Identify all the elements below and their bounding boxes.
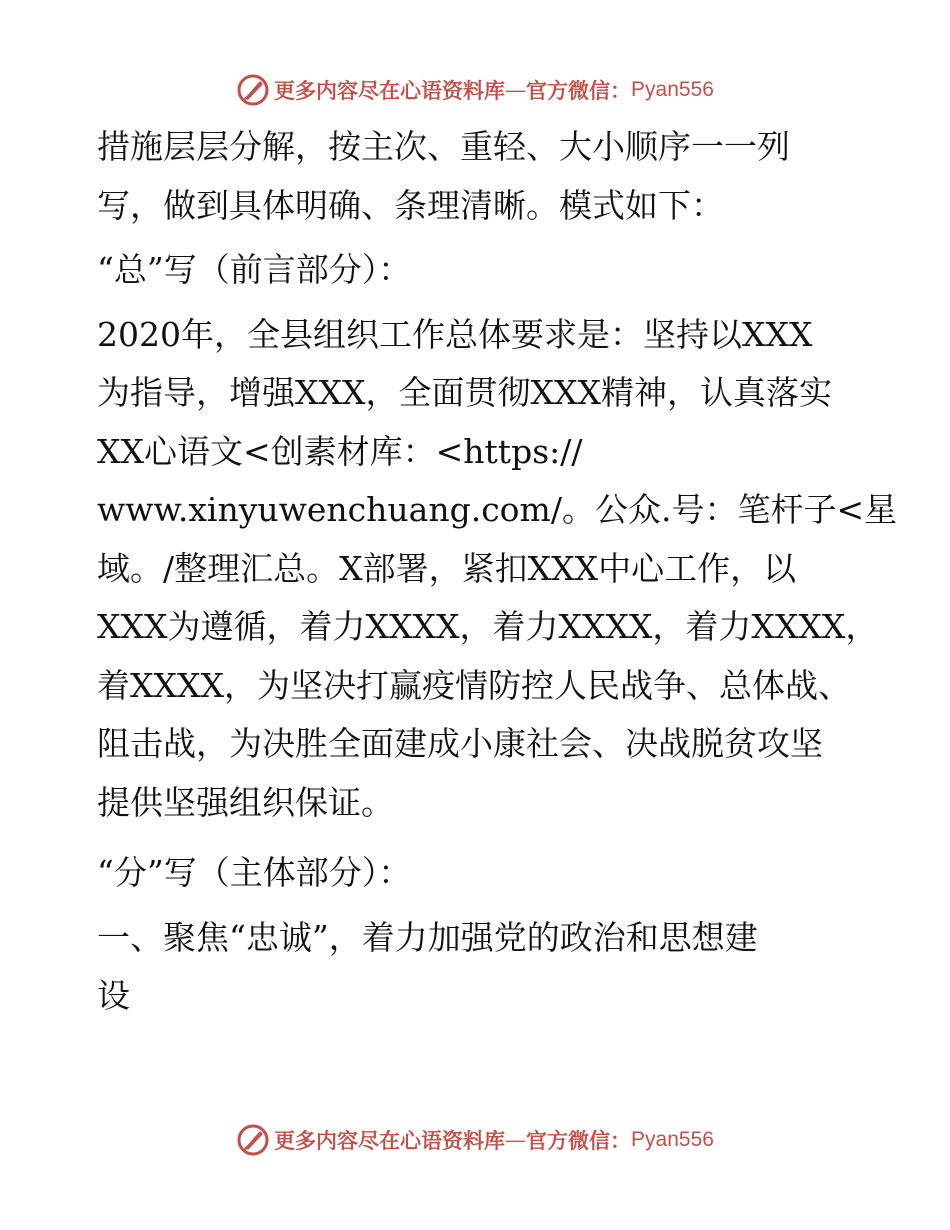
text-line: XXX为遵循，着力XXXX，着力XXXX，着力XXXX，	[97, 607, 879, 646]
quill-logo-icon	[236, 1123, 270, 1157]
text-line: 为指导，增强XXX，全面贯彻XXX精神，认真落实	[97, 373, 832, 412]
section-heading: “总”写（前言部分）：	[97, 250, 412, 289]
text-line: 域。/整理汇总。X部署，紧扣XXX中心工作，以	[97, 548, 797, 588]
text-line: 一、聚焦“忠诚”，着力加强党的政治和思想建	[97, 917, 758, 957]
text-line: 2020年，全县组织工作总体要求是：坚持以XXX	[97, 314, 813, 354]
watermark-official: 官方微信：	[526, 78, 632, 103]
watermark-brand: 更多内容尽在心语资料库	[274, 78, 506, 103]
text-line: 阻击战，为决胜全面建成小康社会、决战脱贫攻坚	[97, 724, 823, 763]
text-line: 写，做到具体明确、条理清晰。模式如下：	[97, 185, 724, 225]
watermark-wechat-id: Pyan556	[631, 78, 714, 101]
text-line: 设	[97, 976, 130, 1015]
text-line: 措施层层分解，按主次、重轻、大小顺序一一列	[97, 127, 790, 166]
watermark-dash: —	[505, 1128, 527, 1152]
watermark-brand: 更多内容尽在心语资料库	[274, 1128, 506, 1153]
text-line: 着XXXX，为坚决打赢疫情防控人民战争、总体战、	[97, 665, 851, 705]
quill-logo-icon	[236, 73, 270, 107]
watermark-dash: —	[505, 78, 527, 102]
document-body	[97, 118, 898, 1026]
footer-watermark	[0, 1120, 950, 1160]
watermark-wechat-id: Pyan556	[631, 1128, 714, 1151]
text-line: 提供坚强组织保证。	[97, 782, 394, 822]
section-heading: “分”写（主体部分）：	[97, 853, 412, 892]
text-line: www.xinyuwenchuang.com/。公众.号：笔杆子<星	[97, 490, 898, 529]
text-line: XX心语文<创素材库：<https://	[97, 431, 583, 471]
header-watermark	[0, 70, 950, 110]
watermark-official: 官方微信：	[526, 1128, 632, 1153]
